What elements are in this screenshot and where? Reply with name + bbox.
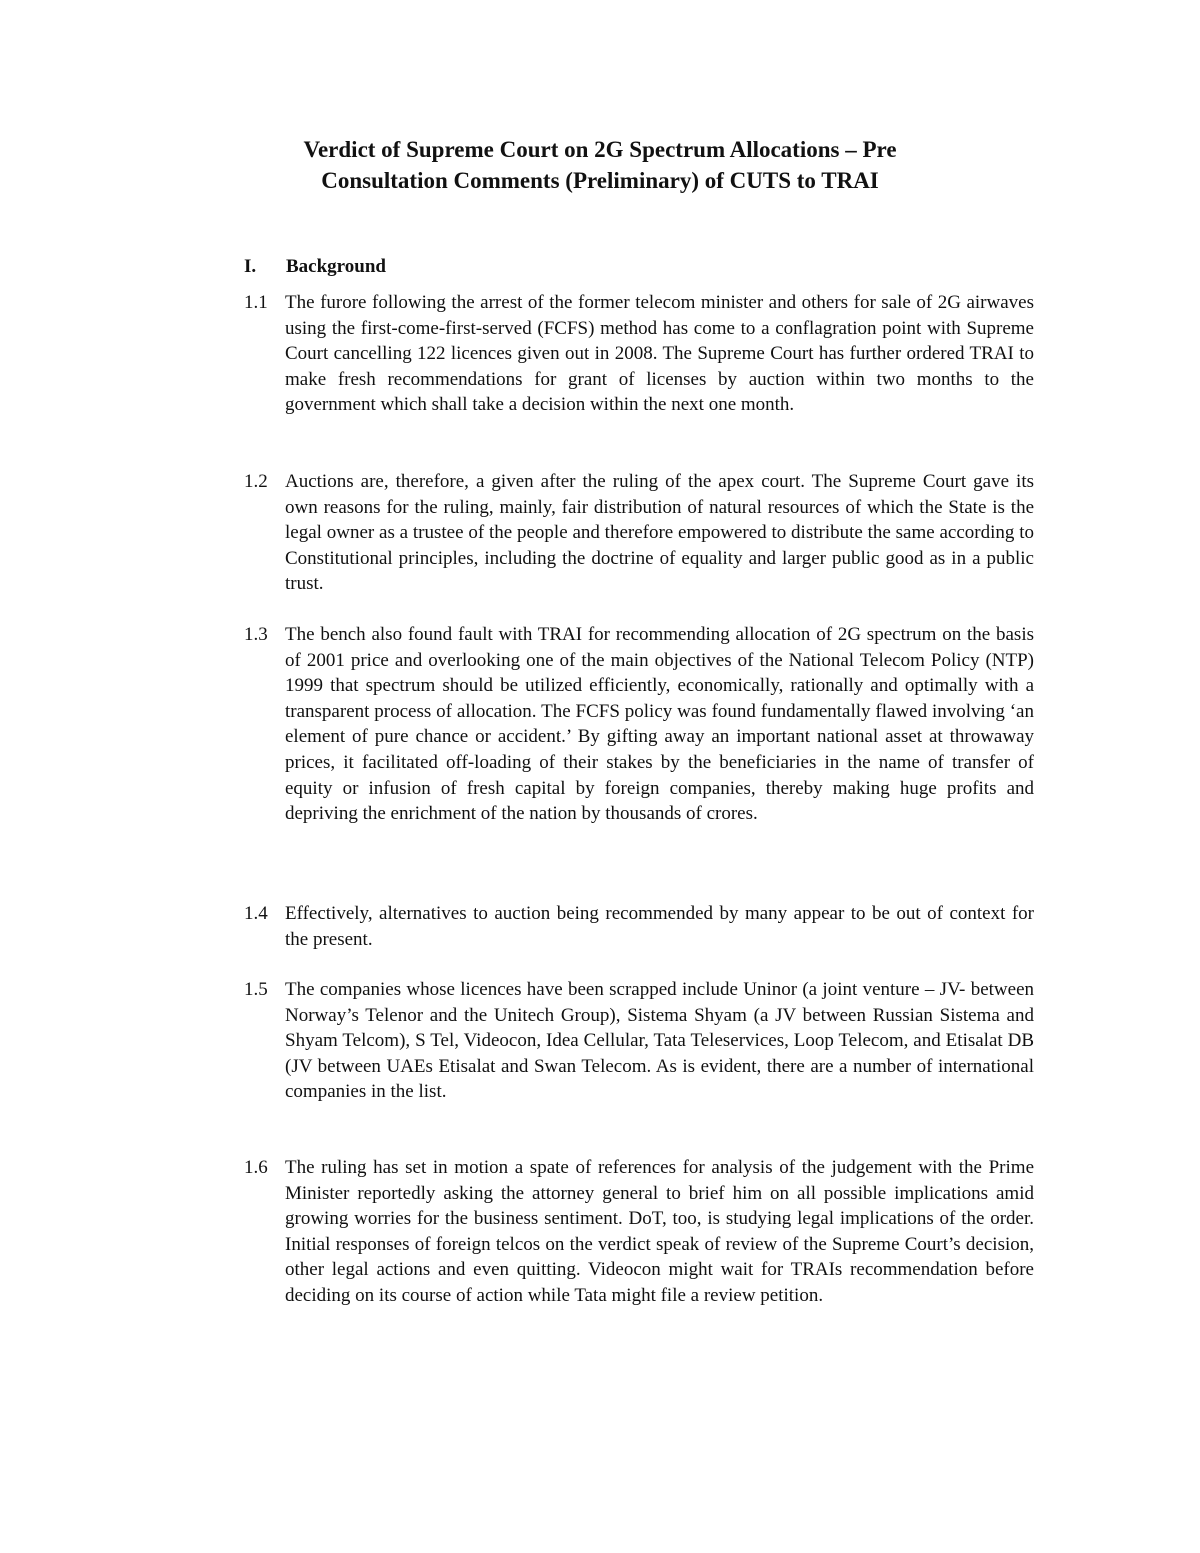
section-heading-background [244,255,386,279]
paragraph-number: 1.6 [244,1157,268,1178]
paragraph-1-5 [244,977,1034,1105]
section-title: Background [286,256,386,277]
paragraph-number: 1.2 [244,471,268,492]
paragraph-text: Effectively, alternatives to auction being recommended by many appear to be out of context for the present. [285,903,1034,950]
paragraph-text: Auctions are, therefore, a given after the ruling of the apex court. The Supreme Court gave its own reasons for the ruling, mainly, fair distribution of natural resources of which the State is the legal owner as a trustee of the people and therefore empowered to distribute the same according to Constitutional principles, including the doctrine of equality and larger public good as in a public trust. [285,471,1034,595]
paragraph-1-3 [244,622,1034,827]
document-title-line-1: Verdict of Supreme Court on 2G Spectrum Allocations – Pre [303,137,897,162]
paragraph-1-6 [244,1155,1034,1309]
paragraph-text: The companies whose licences have been scrapped include Uninor (a joint venture – JV- between Norway’s Telenor and the Unitech Group), Sistema Shyam (a JV between Russian Sistema and Shyam Telcom), S Tel, Videocon, Idea Cellular, Tata Teleservices, Loop Telecom, and Etisalat DB (JV between UAEs Etisalat and Swan Telecom. As is evident, there are a number of international companies in the list. [285,979,1034,1103]
paragraph-1-1 [244,290,1034,418]
paragraph-number: 1.5 [244,979,268,1000]
paragraph-text: The ruling has set in motion a spate of references for analysis of the judgement with the Prime Minister reportedly asking the attorney general to brief him on all possible implications amid growing worries for the business sentiment. DoT, too, is studying legal implications of the order. Initial responses of foreign telcos on the verdict speak of review of the Supreme Court’s decision, other legal actions and even quitting. Videocon might wait for TRAIs recommendation before deciding on its course of action while Tata might file a review petition. [285,1157,1034,1306]
paragraph-number: 1.3 [244,624,268,645]
document-title-line-2: Consultation Comments (Preliminary) of CUTS to TRAI [321,168,879,193]
paragraph-text: The bench also found fault with TRAI for recommending allocation of 2G spectrum on the basis of 2001 price and overlooking one of the main objectives of the National Telecom Policy (NTP) 1999 that spectrum should be utilized efficiently, economically, rationally and optimally with a transparent process of allocation. The FCFS policy was found fundamentally flawed involving ‘an element of pure chance or accident.’ By gifting away an important national asset at throwaway prices, it facilitated off-loading of their stakes by the beneficiaries in the name of transfer of equity or infusion of fresh capital by foreign companies, thereby making huge profits and depriving the enrichment of the nation by thousands of crores. [285,624,1034,825]
paragraph-1-4 [244,901,1034,952]
paragraph-text: The furore following the arrest of the former telecom minister and others for sale of 2G airwaves using the first-come-first-served (FCFS) method has come to a conflagration point with Supreme Court cancelling 122 licences given out in 2008. The Supreme Court has further ordered TRAI to make fresh recommendations for grant of licenses by auction within two months to the government which shall take a decision within the next one month. [285,292,1034,416]
paragraph-number: 1.1 [244,292,268,313]
paragraph-number: 1.4 [244,903,268,924]
document-title [200,134,1000,196]
paragraph-1-2 [244,469,1034,597]
section-number: I. [244,256,257,277]
